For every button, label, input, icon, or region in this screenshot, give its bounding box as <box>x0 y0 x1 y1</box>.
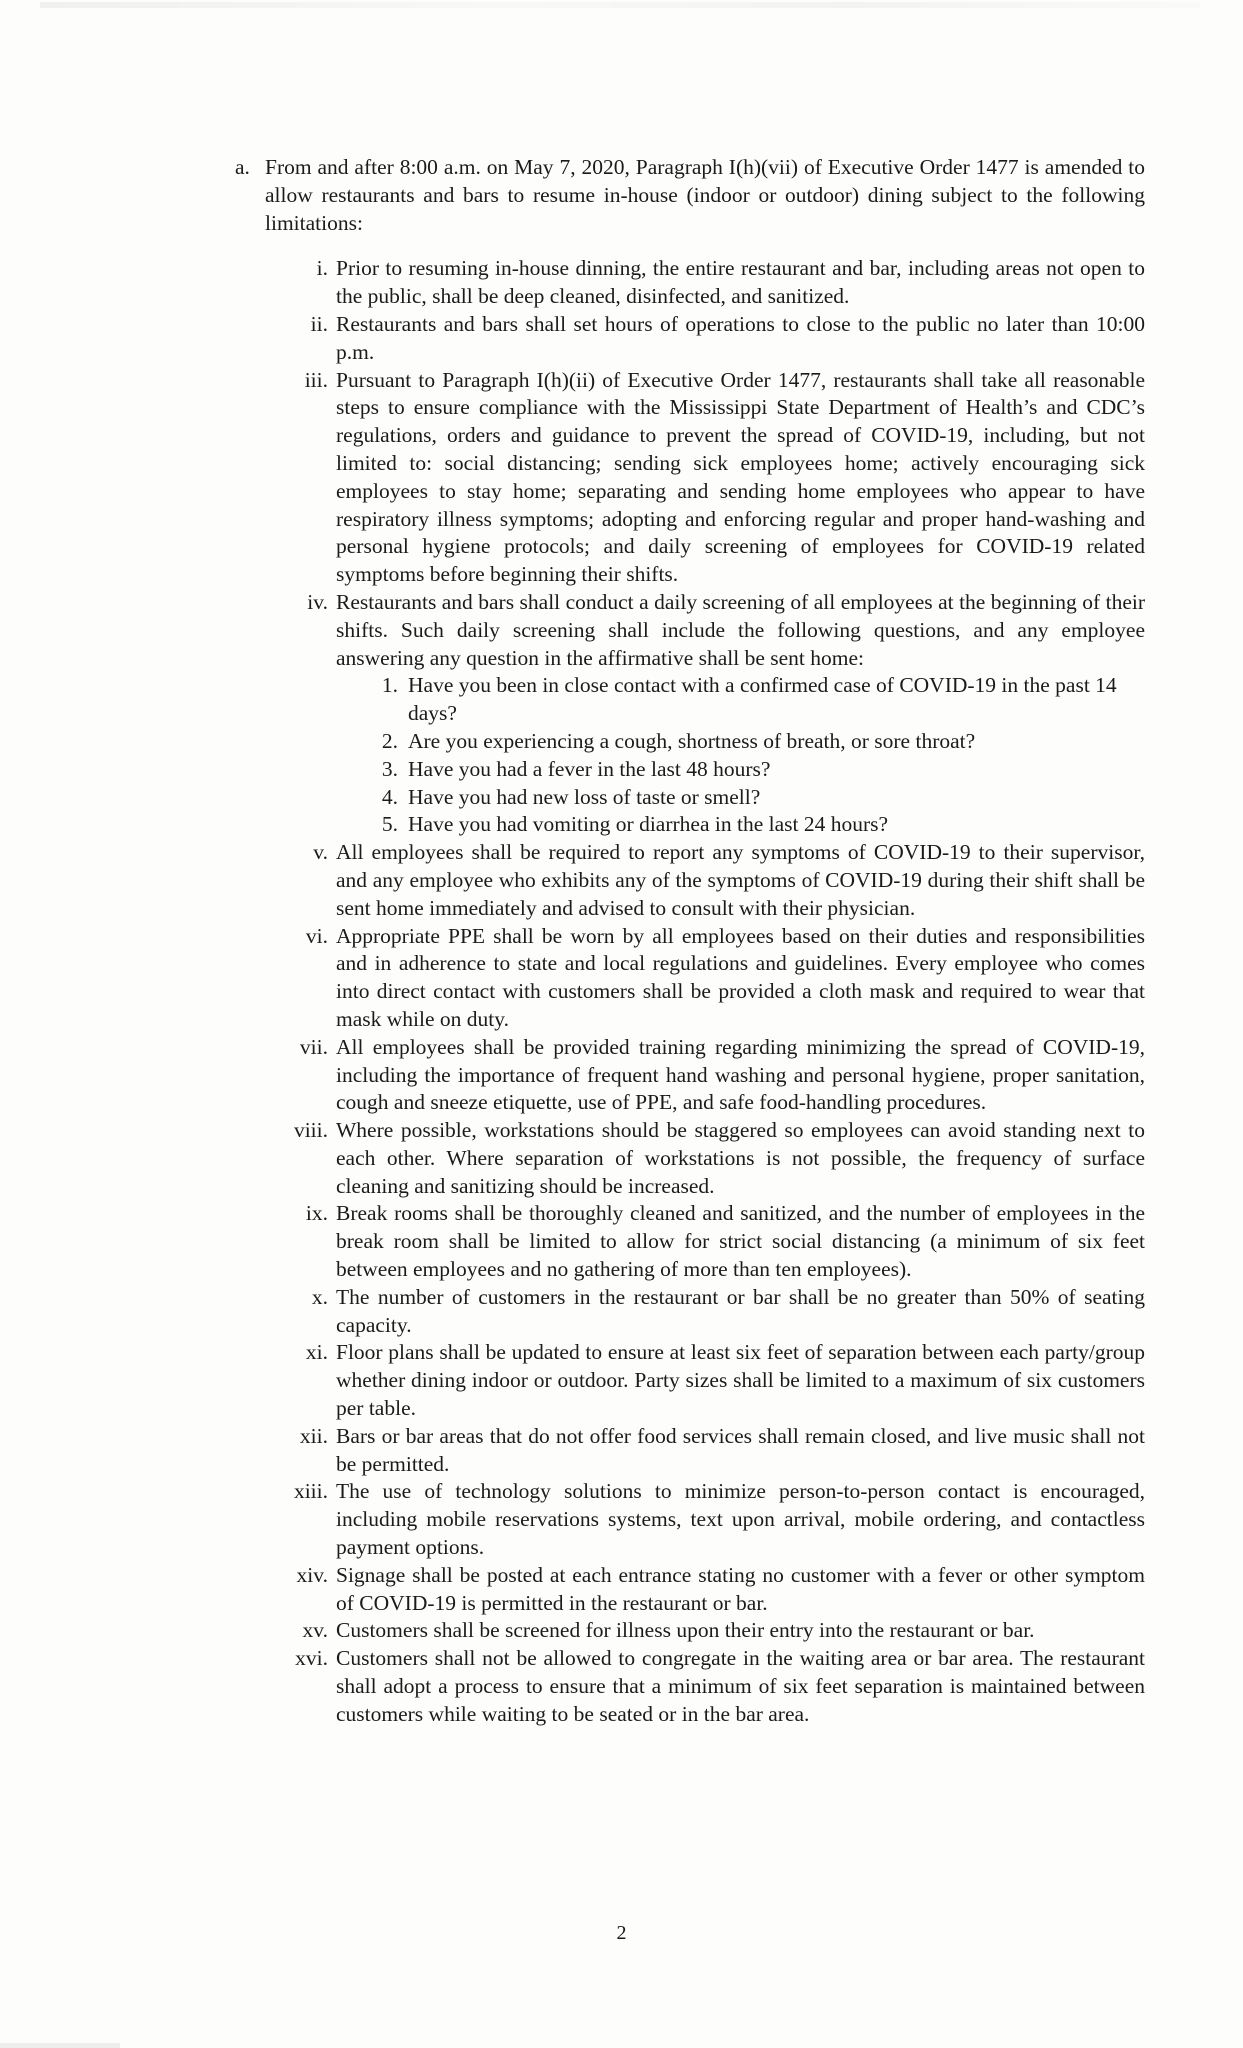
list-item-text: Customers shall be screened for illness upon their entry into the restaurant or bar. <box>336 1618 1035 1643</box>
question-item <box>336 784 1145 812</box>
question-text: Have you had a fever in the last 48 hours? <box>408 756 771 781</box>
list-item <box>265 1200 1145 1283</box>
list-item <box>265 589 1145 839</box>
list-item-marker: xvi. <box>295 1646 328 1671</box>
list-item <box>265 1478 1145 1561</box>
list-item-marker: iv. <box>307 589 328 614</box>
list-item-text: Prior to resuming in-house dinning, the entire restaurant and bar, including areas not open to the public, shall be deep cleaned, disinfected, and sanitized. <box>336 256 1145 309</box>
list-item-marker: xiii. <box>293 1479 328 1504</box>
question-text: Have you had new loss of taste or smell? <box>408 784 761 809</box>
list-item <box>265 1423 1145 1479</box>
list-item-marker: v. <box>313 840 328 865</box>
list-item-text: All employees shall be required to report any symptoms of COVID-19 to their supervisor, and any employee who exhibits any of the symptoms of COVID-19 during their shift shall be sent home immediately and advised to consult with their physician. <box>336 840 1145 920</box>
list-item-marker: xv. <box>302 1618 328 1643</box>
question-marker: 5. <box>381 812 398 837</box>
list-item <box>265 839 1145 922</box>
list-item-text: Appropriate PPE shall be worn by all employees based on their duties and responsibilities and in adherence to state and local regulations and guidelines. Every employee who comes into direct contact with customers shall be provided a cloth mask and required to wear that mask while on duty. <box>336 923 1145 1031</box>
list-item-marker: iii. <box>304 367 328 392</box>
paragraph-a-intro: From and after 8:00 a.m. on May 7, 2020, Paragraph I(h)(vii) of Executive Order 1477 is amended to allow restaurants and bars to resume in-house (indoor or outdoor) dining subject to the following limitations: <box>265 155 1145 235</box>
list-item-text: Restaurants and bars shall conduct a daily screening of all employees at the beginning of their shifts. Such daily screening shall include the following questions, and any employee answering any question in the affirmative shall be sent home: <box>336 589 1145 670</box>
page-number: 2 <box>616 1922 627 1944</box>
list-item-text: Bars or bar areas that do not offer food services shall remain closed, and live music shall not be permitted. <box>336 1423 1145 1476</box>
list-item-text: Signage shall be posted at each entrance stating no customer with a fever or other symptom of COVID-19 is permitted in the restaurant or bar. <box>336 1562 1145 1615</box>
paragraph-a <box>235 154 1145 1729</box>
list-item-marker: xi. <box>305 1340 328 1365</box>
question-text: Have you been in close contact with a confirmed case of COVID-19 in the past 14 days? <box>408 673 1117 726</box>
list-item-text: Pursuant to Paragraph I(h)(ii) of Executive Order 1477, restaurants shall take all reasonable steps to ensure compliance with the Mississippi State Department of Health’s and CDC’s regulations, orders and guidance to prevent the spread of COVID-19, including, but not limited to: social distancing; sending sick employees home; actively encouraging sick employees to stay home; separating and sending home employees who appear to have respiratory illness symptoms; adopting and enforcing regular and proper hand-washing and personal hygiene protocols; and daily screening of employees for COVID-19 related symptoms before beginning their shifts. <box>336 367 1145 587</box>
list-item-text: The use of technology solutions to minimize person-to-person contact is encouraged, including mobile reservations systems, text upon arrival, mobile ordering, and contactless payment options. <box>336 1479 1145 1560</box>
question-marker: 3. <box>381 756 398 781</box>
scan-artifact-top <box>40 2 1200 8</box>
list-item-text: Restaurants and bars shall set hours of operations to close to the public no later than 10:00 p.m. <box>336 311 1145 364</box>
list-item <box>265 367 1145 589</box>
list-item-marker: xii. <box>299 1423 328 1448</box>
list-item <box>265 311 1145 367</box>
list-item-text: Break rooms shall be thoroughly cleaned and sanitized, and the number of employees in the break room shall be limited to allow for strict social distancing (a minimum of six feet between employees and no gathering of more than ten employees). <box>336 1201 1145 1282</box>
paragraph-a-marker: a. <box>235 155 250 179</box>
list-item <box>265 1617 1145 1645</box>
list-item-marker: viii. <box>293 1118 328 1143</box>
list-item-marker: vi. <box>305 923 328 948</box>
document-body <box>235 154 1145 1729</box>
question-item <box>336 811 1145 839</box>
list-item <box>265 1284 1145 1340</box>
list-item-text: Customers shall not be allowed to congregate in the waiting area or bar area. The restaurant shall adopt a process to ensure that a minimum of six feet separation is maintained between customers while waiting to be seated or in the bar area. <box>336 1646 1145 1726</box>
question-marker: 4. <box>381 784 398 809</box>
list-item-marker: vii. <box>299 1034 328 1059</box>
list-item <box>265 255 1145 311</box>
scan-artifact-bottom <box>0 2043 120 2048</box>
question-text: Have you had vomiting or diarrhea in the last 24 hours? <box>408 812 889 837</box>
limitations-list <box>265 255 1145 1728</box>
list-item <box>265 1339 1145 1422</box>
list-item <box>265 1645 1145 1728</box>
list-item-text: The number of customers in the restaurant or bar shall be no greater than 50% of seating capacity. <box>336 1284 1145 1337</box>
list-item-marker: xiv. <box>296 1562 328 1587</box>
question-marker: 2. <box>381 728 398 753</box>
list-item <box>265 923 1145 1034</box>
question-item <box>336 728 1145 756</box>
question-text: Are you experiencing a cough, shortness of breath, or sore throat? <box>408 728 976 753</box>
question-item <box>336 756 1145 784</box>
list-item-marker: ix. <box>305 1201 328 1226</box>
list-item <box>265 1562 1145 1618</box>
question-marker: 1. <box>381 673 398 698</box>
list-item <box>265 1034 1145 1117</box>
list-item-marker: x. <box>311 1284 328 1309</box>
list-item-text: Where possible, workstations should be staggered so employees can avoid standing next to each other. Where separation of workstations is not possible, the frequency of surface cleaning and sanitizing should be increased. <box>336 1118 1145 1198</box>
list-item-marker: ii. <box>310 311 328 336</box>
list-item <box>265 1117 1145 1200</box>
list-item-text: All employees shall be provided training regarding minimizing the spread of COVID-19, including the importance of frequent hand washing and personal hygiene, proper sanitation, cough and sneeze etiquette, use of PPE, and safe food-handling procedures. <box>336 1034 1145 1115</box>
screening-questions-list <box>336 672 1145 839</box>
question-item <box>336 672 1145 728</box>
list-item-text: Floor plans shall be updated to ensure at least six feet of separation between each party/group whether dining indoor or outdoor. Party sizes shall be limited to a maximum of six customers per table. <box>336 1340 1145 1421</box>
list-item-marker: i. <box>316 256 328 281</box>
